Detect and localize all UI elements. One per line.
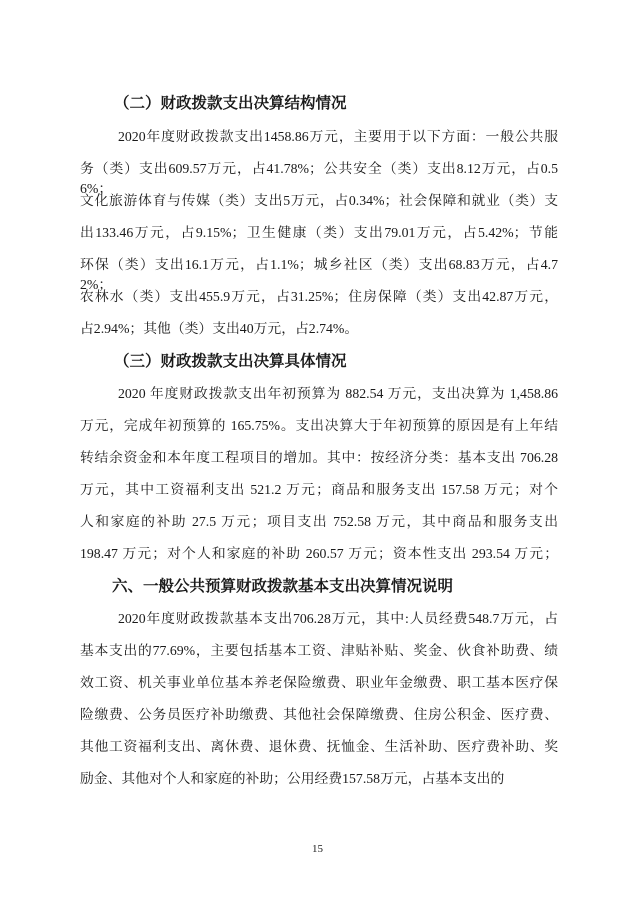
paragraph-line: 文化旅游体育与传媒（类）支出5万元，占0.34%；社会保障和就业（类）支 <box>80 193 558 208</box>
paragraph-line: 其他工资福利支出、离休费、退休费、抚恤金、生活补助、医疗费补助、奖 <box>80 739 558 754</box>
paragraph-line: 占2.94%；其他（类）支出40万元，占2.74%。 <box>80 321 359 336</box>
paragraph-line: 出133.46万元，占9.15%；卫生健康（类）支出79.01万元，占5.42%；节能 <box>80 225 558 240</box>
section-2-heading: （二）财政拨款支出决算结构情况 <box>114 95 347 112</box>
paragraph-line: 万元，完成年初预算的 165.75%。支出决算大于年初预算的原因是有上年结 <box>80 418 558 433</box>
paragraph-line: 2020年度财政拨款支出1458.86万元，主要用于以下方面：一般公共服 <box>118 129 558 144</box>
paragraph-line: 2020 年度财政拨款支出年初预算为 882.54 万元，支出决算为 1,458.86 <box>118 386 558 401</box>
paragraph-line: 务（类）支出609.57万元，占41.78%；公共安全（类）支出8.12万元，占0.56%； <box>80 161 558 196</box>
paragraph-line: 励金、其他对个人和家庭的补助；公用经费157.58万元，占基本支出的 <box>80 771 505 786</box>
paragraph-line: 效工资、机关事业单位基本养老保险缴费、职业年金缴费、职工基本医疗保 <box>80 675 558 690</box>
paragraph-line: 基本支出的77.69%，主要包括基本工资、津贴补贴、奖金、伙食补助费、绩 <box>80 643 558 658</box>
paragraph-line: 农林水（类）支出455.9万元，占31.25%；住房保障（类）支出42.87万元， <box>80 289 558 304</box>
paragraph-line: 2020年度财政拨款基本支出706.28万元，其中:人员经费548.7万元，占 <box>118 611 558 626</box>
paragraph-line: 险缴费、公务员医疗补助缴费、其他社会保障缴费、住房公积金、医疗费、 <box>80 707 558 722</box>
page-number: 15 <box>312 843 323 855</box>
section-3-heading: （三）财政拨款支出决算具体情况 <box>114 353 347 370</box>
paragraph-line: 环保（类）支出16.1万元，占1.1%；城乡社区（类）支出68.83万元，占4.72%； <box>80 257 558 292</box>
paragraph-line: 人和家庭的补助 27.5 万元；项目支出 752.58 万元，其中商品和服务支出 <box>80 514 558 529</box>
paragraph-line: 198.47 万元；对个人和家庭的补助 260.57 万元；资本性支出 293.54 万元； <box>80 546 558 561</box>
section-6-heading: 六、一般公共预算财政拨款基本支出决算情况说明 <box>112 578 454 595</box>
paragraph-line: 万元，其中工资福利支出 521.2 万元；商品和服务支出 157.58 万元；对个 <box>80 482 558 497</box>
paragraph-line: 转结余资金和本年度工程项目的增加。其中：按经济分类：基本支出 706.28 <box>80 450 558 465</box>
